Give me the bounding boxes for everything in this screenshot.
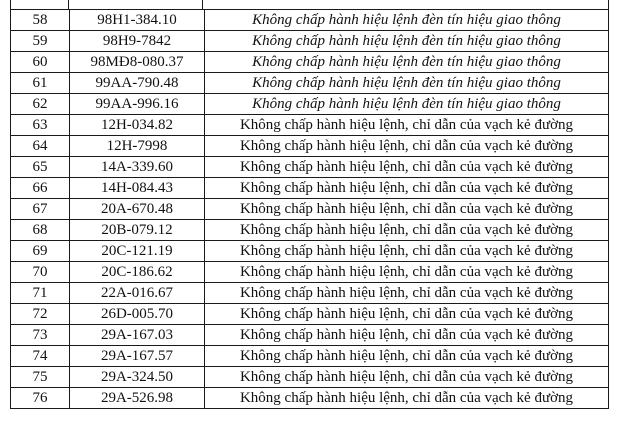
violation-table: [10, 9, 609, 409]
license-plate: 12H-034.82: [70, 115, 205, 136]
table-row: [11, 325, 609, 346]
row-number: 76: [11, 388, 70, 409]
row-number: 71: [11, 283, 70, 304]
table-row: [11, 94, 609, 115]
license-plate: 99AA-996.16: [70, 94, 205, 115]
license-plate: 12H-7998: [70, 136, 205, 157]
violation-description: Không chấp hành hiệu lệnh, chỉ dẫn của vạch kẻ đường: [205, 136, 609, 157]
table-row: [11, 262, 609, 283]
table-row: [11, 31, 609, 52]
violation-description: Không chấp hành hiệu lệnh, chỉ dẫn của vạch kẻ đường: [205, 325, 609, 346]
violation-description: Không chấp hành hiệu lệnh đèn tín hiệu giao thông: [205, 73, 609, 94]
row-number: 60: [11, 52, 70, 73]
row-number: 72: [11, 304, 70, 325]
license-plate: 14H-084.43: [70, 178, 205, 199]
table-row: [11, 283, 609, 304]
license-plate: 29A-526.98: [70, 388, 205, 409]
row-number: 66: [11, 178, 70, 199]
row-number: 74: [11, 346, 70, 367]
license-plate: 14A-339.60: [70, 157, 205, 178]
row-number: 63: [11, 115, 70, 136]
violation-description: Không chấp hành hiệu lệnh, chỉ dẫn của vạch kẻ đường: [205, 283, 609, 304]
table-row: [11, 73, 609, 94]
table-row: [11, 304, 609, 325]
violation-description: Không chấp hành hiệu lệnh, chỉ dẫn của vạch kẻ đường: [205, 367, 609, 388]
row-number: 67: [11, 199, 70, 220]
violation-description: Không chấp hành hiệu lệnh đèn tín hiệu giao thông: [205, 94, 609, 115]
row-number: 75: [11, 367, 70, 388]
row-number: 64: [11, 136, 70, 157]
violation-description: Không chấp hành hiệu lệnh, chỉ dẫn của vạch kẻ đường: [205, 157, 609, 178]
table-row: [11, 241, 609, 262]
license-plate: 29A-167.57: [70, 346, 205, 367]
table-row: [11, 157, 609, 178]
table-row: [11, 136, 609, 157]
row-number: 69: [11, 241, 70, 262]
license-plate: 20C-121.19: [70, 241, 205, 262]
violation-description: Không chấp hành hiệu lệnh, chỉ dẫn của vạch kẻ đường: [205, 220, 609, 241]
violation-description: Không chấp hành hiệu lệnh, chỉ dẫn của vạch kẻ đường: [205, 304, 609, 325]
table-row: [11, 199, 609, 220]
license-plate: 98H1-384.10: [70, 10, 205, 31]
row-number: 62: [11, 94, 70, 115]
license-plate: 26D-005.70: [70, 304, 205, 325]
table-row: [11, 346, 609, 367]
license-plate: 29A-167.03: [70, 325, 205, 346]
license-plate: 99AA-790.48: [70, 73, 205, 94]
row-number: 59: [11, 31, 70, 52]
license-plate: 20C-186.62: [70, 262, 205, 283]
table-row: [11, 388, 609, 409]
license-plate: 98H9-7842: [70, 31, 205, 52]
violation-description: Không chấp hành hiệu lệnh đèn tín hiệu giao thông: [205, 10, 609, 31]
license-plate: 20A-670.48: [70, 199, 205, 220]
violation-description: Không chấp hành hiệu lệnh đèn tín hiệu giao thông: [205, 31, 609, 52]
violation-description: Không chấp hành hiệu lệnh đèn tín hiệu giao thông: [205, 52, 609, 73]
cropped-previous-row: [10, 0, 609, 9]
violation-description: Không chấp hành hiệu lệnh, chỉ dẫn của vạch kẻ đường: [205, 178, 609, 199]
violation-description: Không chấp hành hiệu lệnh, chỉ dẫn của vạch kẻ đường: [205, 346, 609, 367]
row-number: 65: [11, 157, 70, 178]
row-number: 70: [11, 262, 70, 283]
license-plate: 98MĐ8-080.37: [70, 52, 205, 73]
table-row: [11, 220, 609, 241]
table-row: [11, 10, 609, 31]
row-number: 73: [11, 325, 70, 346]
table-row: [11, 52, 609, 73]
table-row: [11, 367, 609, 388]
violation-description: Không chấp hành hiệu lệnh, chỉ dẫn của vạch kẻ đường: [205, 262, 609, 283]
violation-description: Không chấp hành hiệu lệnh, chỉ dẫn của vạch kẻ đường: [205, 241, 609, 262]
table-row: [11, 115, 609, 136]
license-plate: 29A-324.50: [70, 367, 205, 388]
violation-description: Không chấp hành hiệu lệnh, chỉ dẫn của vạch kẻ đường: [205, 199, 609, 220]
table-row: [11, 178, 609, 199]
license-plate: 22A-016.67: [70, 283, 205, 304]
license-plate: 20B-079.12: [70, 220, 205, 241]
violation-description: Không chấp hành hiệu lệnh, chỉ dẫn của vạch kẻ đường: [205, 115, 609, 136]
violation-description: Không chấp hành hiệu lệnh, chỉ dẫn của vạch kẻ đường: [205, 388, 609, 409]
violation-table-body: [11, 10, 609, 409]
row-number: 61: [11, 73, 70, 94]
row-number: 68: [11, 220, 70, 241]
row-number: 58: [11, 10, 70, 31]
